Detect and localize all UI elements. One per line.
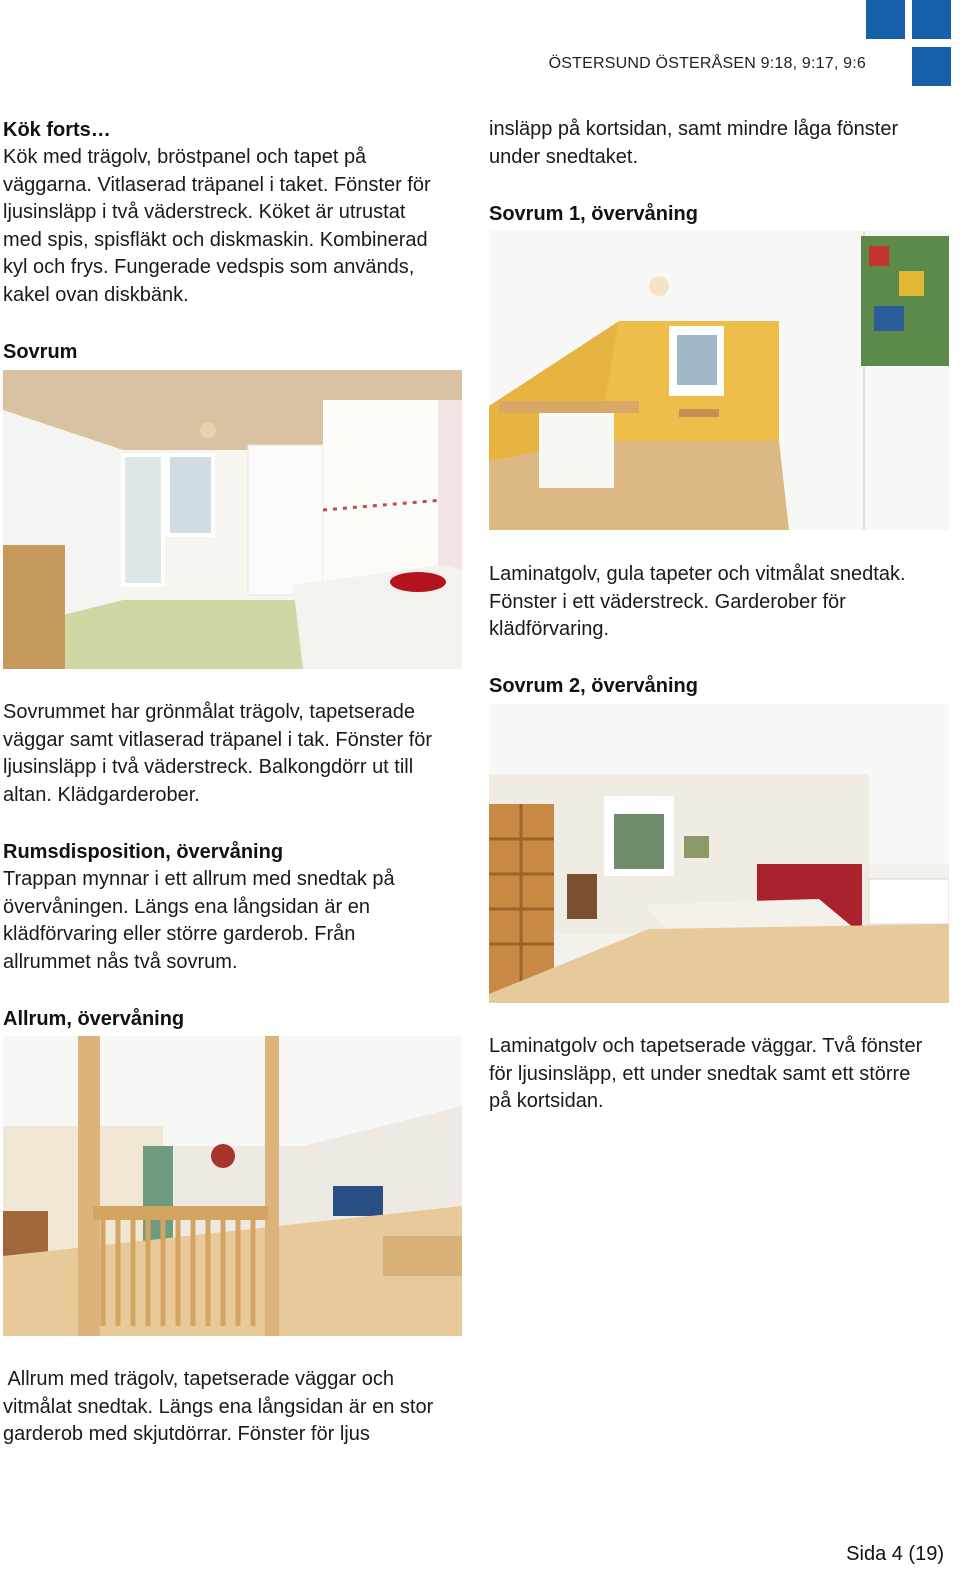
text-line: för ljusinsläpp, ett under snedtak samt ett större [489, 1062, 911, 1085]
text-line: Laminatgolv, gula tapeter och vitmålat snedtak. [489, 563, 906, 585]
sovrum1-text [489, 561, 906, 644]
text-line: klädförvaring eller större garderob. Från [3, 923, 356, 946]
sovrum-text [3, 699, 432, 809]
text-line: väggar samt vitlaserad träpanel i tak. Fönster för [3, 728, 433, 751]
text-line: på kortsidan. [489, 1090, 604, 1113]
text-line: allrummet nås två sovrum. [3, 950, 238, 973]
text-line: vitmålat snedtak. Längs ena långsidan är en stor [3, 1395, 434, 1418]
logo-square-3 [912, 47, 951, 86]
property-header: ÖSTERSUND ÖSTERÅSEN 9:18, 9:17, 9:6 [548, 55, 866, 72]
text-line: ljusinsläpp i två väderstreck. Köket är utrustat [3, 201, 406, 224]
sovrum2-text [489, 1033, 922, 1116]
sovrum1-photo [489, 231, 949, 530]
rumsdisposition-heading: Rumsdisposition, övervåning [3, 841, 284, 863]
allrum-photo [3, 1036, 462, 1336]
text-line: Laminatgolv och tapetserade väggar. Två fönster [489, 1035, 923, 1057]
allrum-text [3, 1366, 433, 1449]
page-number: Sida 4 (19) [846, 1543, 944, 1565]
logo-square-1 [866, 0, 905, 39]
text-line: kyl och frys. Fungerade vedspis som används, [3, 256, 415, 279]
text-line: Kök med trägolv, bröstpanel och tapet på [3, 146, 367, 168]
text-line: Fönster i ett väderstreck. Garderober för [489, 590, 846, 613]
text-line: insläpp på kortsidan, samt mindre låga fönster [489, 118, 899, 140]
kitchen-text [3, 144, 431, 310]
sovrum2-photo [489, 704, 949, 1003]
logo-square-2 [912, 0, 951, 39]
sovrum-heading: Sovrum [3, 341, 78, 363]
continuation-text [489, 116, 898, 171]
text-line: Sovrummet har grönmålat trägolv, tapetserade [3, 701, 416, 723]
text-line: klädförvaring. [489, 618, 610, 641]
allrum-heading: Allrum, övervåning [3, 1008, 185, 1030]
text-line: väggarna. Vitlaserad träpanel i taket. Fönster för [3, 173, 431, 196]
sovrum2-heading: Sovrum 2, övervåning [489, 675, 698, 697]
text-line: under snedtaket. [489, 145, 638, 168]
text-line: ljusinsläpp i två väderstreck. Balkongdörr ut till [3, 756, 414, 779]
rumsdisposition-text [3, 866, 395, 976]
sovrum-photo [3, 370, 462, 669]
text-line: Allrum med trägolv, tapetserade väggar och [3, 1368, 394, 1390]
text-line: kakel ovan diskbänk. [3, 283, 189, 306]
text-line: övervåningen. Längs ena långsidan är en [3, 895, 370, 918]
text-line: med spis, spisfläkt och diskmaskin. Kombinerad [3, 228, 428, 251]
sovrum1-heading: Sovrum 1, övervåning [489, 203, 698, 225]
text-line: Trappan mynnar i ett allrum med snedtak på [3, 868, 395, 890]
text-line: altan. Klädgarderober. [3, 783, 200, 806]
kitchen-heading: Kök forts… [3, 119, 111, 141]
text-line: garderob med skjutdörrar. Fönster för ljus [3, 1423, 370, 1446]
